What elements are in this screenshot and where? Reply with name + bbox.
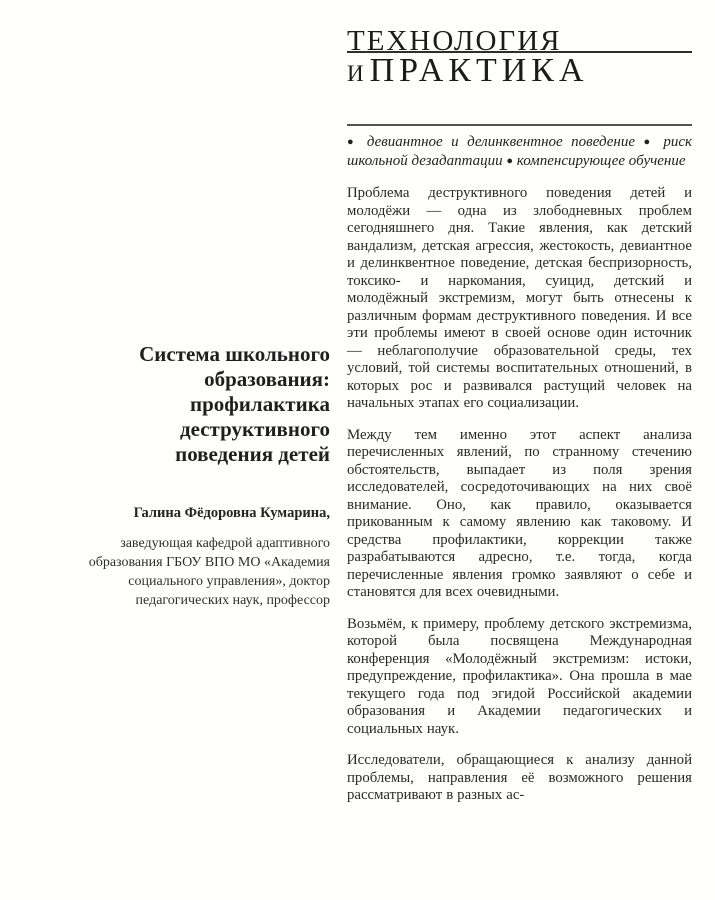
masthead-title-line2 [347,52,692,90]
keywords-block [347,124,692,171]
masthead-rule [347,51,692,53]
masthead-word-and: И [347,61,366,86]
body-column [347,25,693,805]
masthead-title-line1: ТЕХНОЛОГИЯ [347,25,562,57]
article-meta-column [40,342,330,610]
keyword-item: риск школьной дезадаптации [347,134,693,169]
keyword-item: компенсирующее обучение [516,153,686,169]
paragraph: Исследователи, обращающиеся к анализу данной проблемы, направления её возможного решения рассматривают в разных ас- [347,752,692,803]
bullet-icon: ● [506,155,514,167]
masthead-word-practice: ПРАКТИКА [369,52,589,89]
keyword-item: девиантное и делинквентное поведение [366,134,636,150]
paragraph: Проблема деструктивного поведения детей и молодёжи — одна из злободневных проблем сегодняшнего дня. Такие явления, как детский вандализм, детская агрессия, жестокость, девиантное и делинквентное поведение, детская беспризорность, токсико- и наркомания, суицид, детский и молодёжный экстремизм, могут быть отнесены к различным формам деструктивного поведения. И все эти проблемы имеют в своей основе один источник — неблагополучие образовательной среды, тех условий, той системы воспитательных отношений, в которых рос и развивался растущий человек на начальных этапах его социализации. [347,185,692,411]
masthead [347,25,692,90]
article-author-affiliation: заведующая кафедрой адаптивного образования ГБОУ ВПО МО «Академия социального управления», доктор педагогических наук, профессор [88,536,330,608]
article-author: Галина Фёдоровна Кумарина, [133,505,330,521]
paragraph: Между тем именно этот аспект анализа перечисленных явлений, по странному стечению обстоятельств, выпадает из поля зрения исследователей, сосредоточивающих на них своё внимание. Оно, как правило, оказывается прикованным к самому явлению как таковому. И средства профилактики, коррекции также разрабатываются адресно, т.е. тогда, когда перечисленные явления громко заявляют о себе и становятся для всех очевидными. [347,426,692,600]
article-title: Система школьного образования: профилактика деструктивного поведения детей [139,342,330,466]
article-body [347,185,692,805]
bullet-icon: ● [643,136,655,148]
bullet-icon: ● [347,136,359,148]
paragraph: Возьмём, к примеру, проблему детского экстремизма, которой была посвящена Международная конференция «Молодёжный экстремизм: истоки, предупреждение, профилактика». Она прошла в мае текущего года под эгидой Российской академии образования и Академии педагогических и социальных наук. [347,615,692,737]
